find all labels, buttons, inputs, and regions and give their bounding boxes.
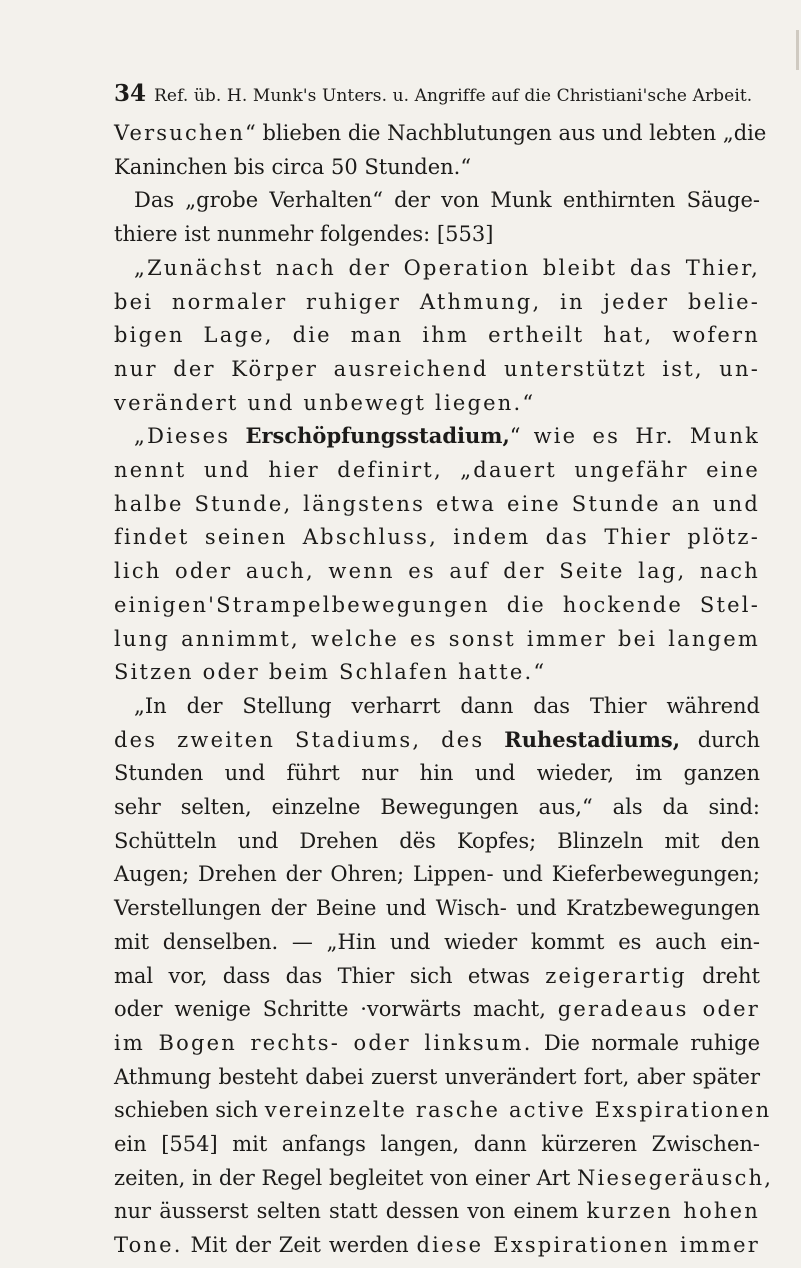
text-segment: “ blieben die Nachblutungen aus und lebten „die <box>245 121 767 145</box>
text-line <box>114 587 760 623</box>
text-line <box>114 452 760 488</box>
text-line <box>114 519 760 555</box>
text-line <box>114 1126 760 1162</box>
text-segment: Athmung besteht dabei zuerst unverändert fort, aber später <box>114 1064 760 1089</box>
text-line <box>114 890 760 926</box>
text-line <box>114 823 760 859</box>
text-line <box>114 1227 760 1263</box>
text-segment: Die normale ruhige <box>532 1030 761 1055</box>
text-line <box>134 688 760 724</box>
text-line <box>114 1059 760 1095</box>
text-line <box>114 351 760 387</box>
text-segment: schieben sich <box>114 1098 265 1123</box>
text-segment: Schütteln und Drehen dës Kopfes; Blinzeln mit den <box>114 828 760 853</box>
text-segment: Augen; Drehen der Ohren; Lippen- und Kieferbewegungen; <box>114 862 760 887</box>
text-line <box>114 553 760 589</box>
text-segment: nur äusserst selten statt dessen von einem <box>114 1199 587 1224</box>
text-line <box>114 856 760 892</box>
text-line <box>114 115 767 151</box>
text-segment: bei normaler ruhiger Athmung, in jeder belie- <box>114 289 760 314</box>
text-line <box>114 317 760 353</box>
text-line <box>114 755 760 791</box>
text-segment: halbe Stunde, längstens etwa eine Stunde an und <box>114 491 760 516</box>
text-segment: „Dieses <box>134 424 246 449</box>
text-segment: Verstellungen der Beine und Wisch- und Kratzbewegungen <box>114 896 760 921</box>
text-segment: mal vor, dass das Thier sich etwas <box>114 963 546 988</box>
text-segment: Tone. <box>114 1233 183 1258</box>
text-segment: geradeaus oder <box>557 997 760 1022</box>
text-segment: „Zunächst nach der Operation bleibt das Thier, <box>134 255 760 280</box>
text-segment: Ruhestadiums, <box>504 726 681 752</box>
text-segment: zeiten, in der Regel begleitet von einer Art <box>114 1165 577 1190</box>
text-segment: des zweiten Stadiums, des <box>114 727 505 752</box>
text-line <box>134 250 760 286</box>
text-segment: Sitzen oder beim Schlafen hatte. <box>114 660 534 685</box>
text-line <box>114 385 760 421</box>
text-segment: vereinzelte rasche active Exspirationen <box>264 1098 772 1123</box>
text-line <box>114 958 760 994</box>
text-line <box>114 1160 774 1196</box>
text-segment: nur der Körper ausreichend unterstützt ist, un- <box>114 356 760 381</box>
text-line <box>114 991 760 1027</box>
text-segment: mit denselben. — „Hin und wieder kommt es auch ein- <box>114 929 760 954</box>
text-segment: einigen'Strampelbewegungen die hockende Stel- <box>114 592 760 617</box>
text-segment: durch <box>680 727 761 752</box>
text-segment: “ <box>509 424 534 449</box>
text-line <box>114 1025 760 1061</box>
text-segment: Erschöpfungsstadium, <box>245 423 510 449</box>
text-line <box>114 924 760 960</box>
page-number: 34 <box>114 80 147 107</box>
page-edge-mark <box>796 30 799 70</box>
text-segment: Stunden und führt nur hin und wieder, im ganzen <box>114 761 760 786</box>
text-segment: wie es Hr. Munk <box>533 424 760 449</box>
text-segment: “ <box>522 390 534 415</box>
text-segment: thiere ist nunmehr folgendes: [553] <box>114 222 494 247</box>
text-segment: Niesegeräusch, <box>576 1165 774 1190</box>
text-segment: findet seinen Abschluss, indem das Thier plötz- <box>114 525 760 550</box>
text-segment: verändert und unbewegt liegen. <box>114 390 523 415</box>
text-line <box>114 284 760 320</box>
text-segment: dreht <box>686 963 760 988</box>
text-segment: sehr selten, einzelne Bewegungen aus,“ als da sind: <box>114 795 760 819</box>
text-line <box>134 418 760 454</box>
text-segment: Das „grobe Verhalten“ der von Munk enthirnten Säuge- <box>134 188 760 213</box>
text-segment: ein [554] mit anfangs langen, dann kürzeren Zwischen- <box>114 1132 760 1156</box>
text-segment: lung annimmt, welche es sonst immer bei langem <box>114 626 760 651</box>
text-segment: kurzen hohen <box>586 1199 760 1224</box>
running-head <box>114 78 759 110</box>
text-line <box>114 216 760 252</box>
text-line <box>114 722 760 758</box>
text-segment: Versuchen <box>114 121 246 145</box>
text-line <box>114 654 760 690</box>
text-segment: “ <box>533 660 545 685</box>
text-segment: lich oder auch, wenn es auf der Seite lag, nach <box>114 559 760 584</box>
text-segment: diese Exspirationen immer <box>416 1233 760 1258</box>
text-line <box>114 621 760 657</box>
text-segment: im Bogen rechts- oder linksum. <box>114 1030 533 1055</box>
text-segment: bigen Lage, die man ihm ertheilt hat, wofern <box>114 323 760 348</box>
text-segment: Kaninchen bis circa 50 Stunden.“ <box>114 154 472 179</box>
text-segment: nennt und hier definirt, „dauert ungefähr eine <box>114 458 760 482</box>
text-line <box>134 182 760 218</box>
text-line <box>114 149 760 185</box>
text-line <box>114 789 760 825</box>
text-segment: „In der Stellung verharrt dann das Thier während <box>134 693 760 718</box>
text-segment: Mit der Zeit werden <box>182 1233 417 1258</box>
text-line <box>114 486 760 522</box>
text-line <box>114 1193 760 1229</box>
text-segment: oder wenige Schritte ·vorwärts macht, <box>114 997 558 1022</box>
text-line <box>114 1092 772 1128</box>
text-segment: zeigerartig <box>545 963 687 988</box>
running-head-title: Ref. üb. H. Munk's Unters. u. Angriffe auf die Christiani'sche Arbeit. <box>154 86 753 106</box>
